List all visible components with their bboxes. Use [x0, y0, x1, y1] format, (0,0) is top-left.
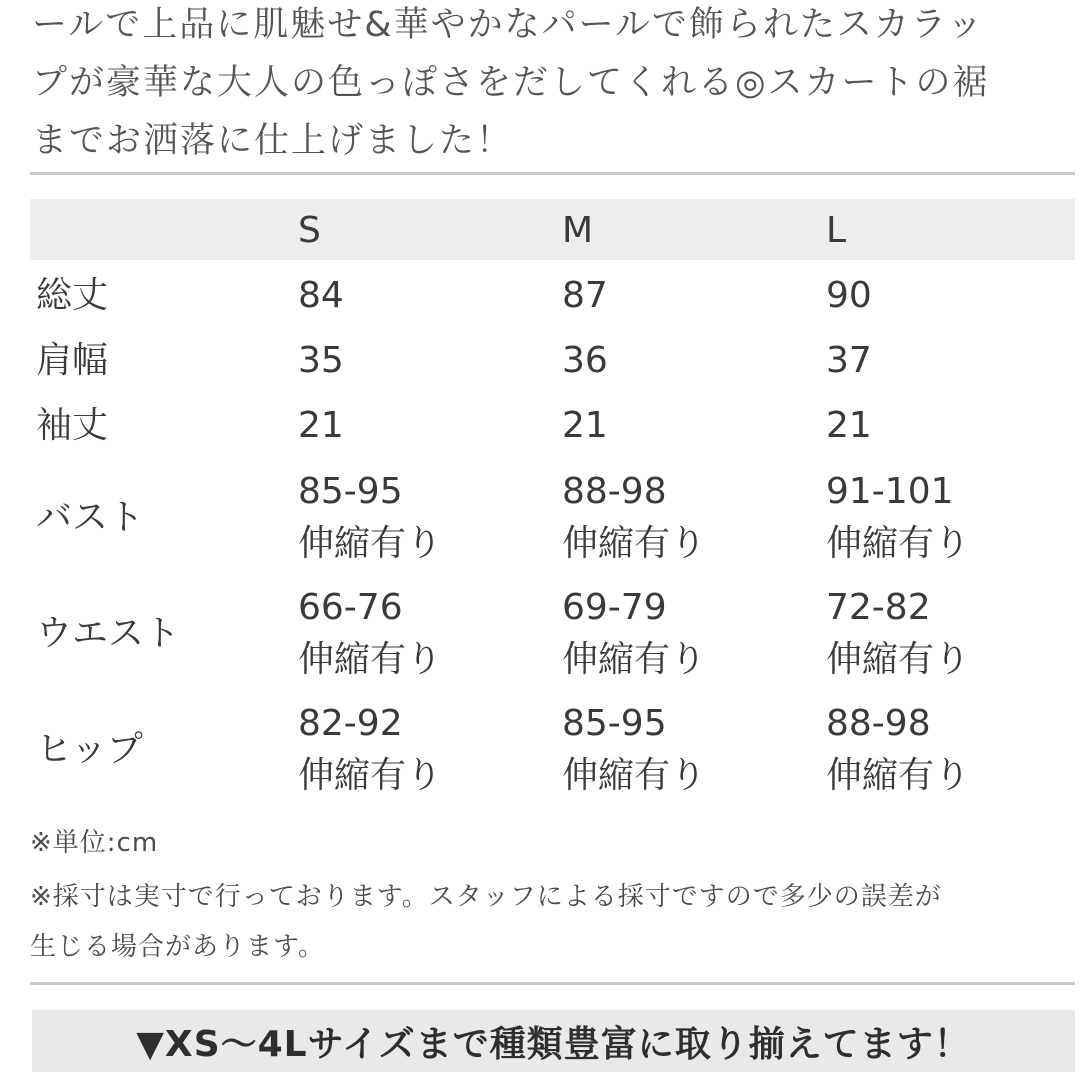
stretch-note-s: 伸縮有り	[298, 523, 443, 564]
row-label: ヒップ	[36, 729, 143, 770]
intro-text	[32, 0, 1072, 171]
banner-text: ▼XS〜4Lサイズまで種類豊富に取り揃えてます！	[136, 1023, 971, 1065]
value-l: 21	[826, 405, 872, 446]
value-s: 84	[298, 275, 344, 316]
top-divider	[30, 172, 1075, 175]
measurement-note-line-1: ※採寸は実寸で行っております。スタッフによる採寸ですので多少の誤差が	[30, 882, 942, 912]
value-s: 82-92	[298, 703, 403, 744]
stretch-note-m: 伸縮有り	[562, 755, 707, 796]
value-s: 35	[298, 340, 344, 381]
size-table-header	[30, 199, 1075, 260]
unit-note: ※単位:cm	[30, 828, 159, 858]
stretch-note-s: 伸縮有り	[298, 755, 443, 796]
bottom-divider	[30, 982, 1075, 985]
stretch-note-s: 伸縮有り	[298, 639, 443, 680]
measurement-note-line-2: 生じる場合があります。	[30, 932, 325, 962]
value-l: 37	[826, 340, 872, 381]
row-label: 総丈	[36, 275, 109, 316]
value-m: 21	[562, 405, 608, 446]
header-size-m: M	[562, 210, 594, 251]
row-label: バスト	[36, 497, 145, 538]
value-s: 21	[298, 405, 344, 446]
stretch-note-l: 伸縮有り	[826, 639, 971, 680]
stretch-note-m: 伸縮有り	[562, 639, 707, 680]
value-l: 91-101	[826, 471, 954, 512]
intro-line-2: プが豪華な大人の色っぽさをだしてくれる◎スカートの裾	[32, 63, 990, 103]
stretch-note-l: 伸縮有り	[826, 523, 971, 564]
value-m: 88-98	[562, 471, 667, 512]
value-s: 85-95	[298, 471, 403, 512]
row-label: 袖丈	[36, 405, 109, 446]
value-l: 72-82	[826, 587, 931, 628]
value-l: 90	[826, 275, 872, 316]
header-size-s: S	[298, 210, 321, 251]
value-m: 85-95	[562, 703, 667, 744]
value-m: 87	[562, 275, 608, 316]
value-m: 69-79	[562, 587, 667, 628]
value-m: 36	[562, 340, 608, 381]
value-s: 66-76	[298, 587, 403, 628]
header-size-l: L	[826, 210, 847, 251]
value-l: 88-98	[826, 703, 931, 744]
size-range-banner	[32, 1010, 1075, 1072]
intro-line-3: までお洒落に仕上げました！	[32, 121, 514, 161]
row-label: ウエスト	[36, 613, 181, 654]
row-label: 肩幅	[36, 340, 109, 381]
stretch-note-m: 伸縮有り	[562, 523, 707, 564]
stretch-note-l: 伸縮有り	[826, 755, 971, 796]
intro-line-1: ールで上品に肌魅せ&華やかなパールで飾られたスカラッ	[32, 5, 985, 45]
